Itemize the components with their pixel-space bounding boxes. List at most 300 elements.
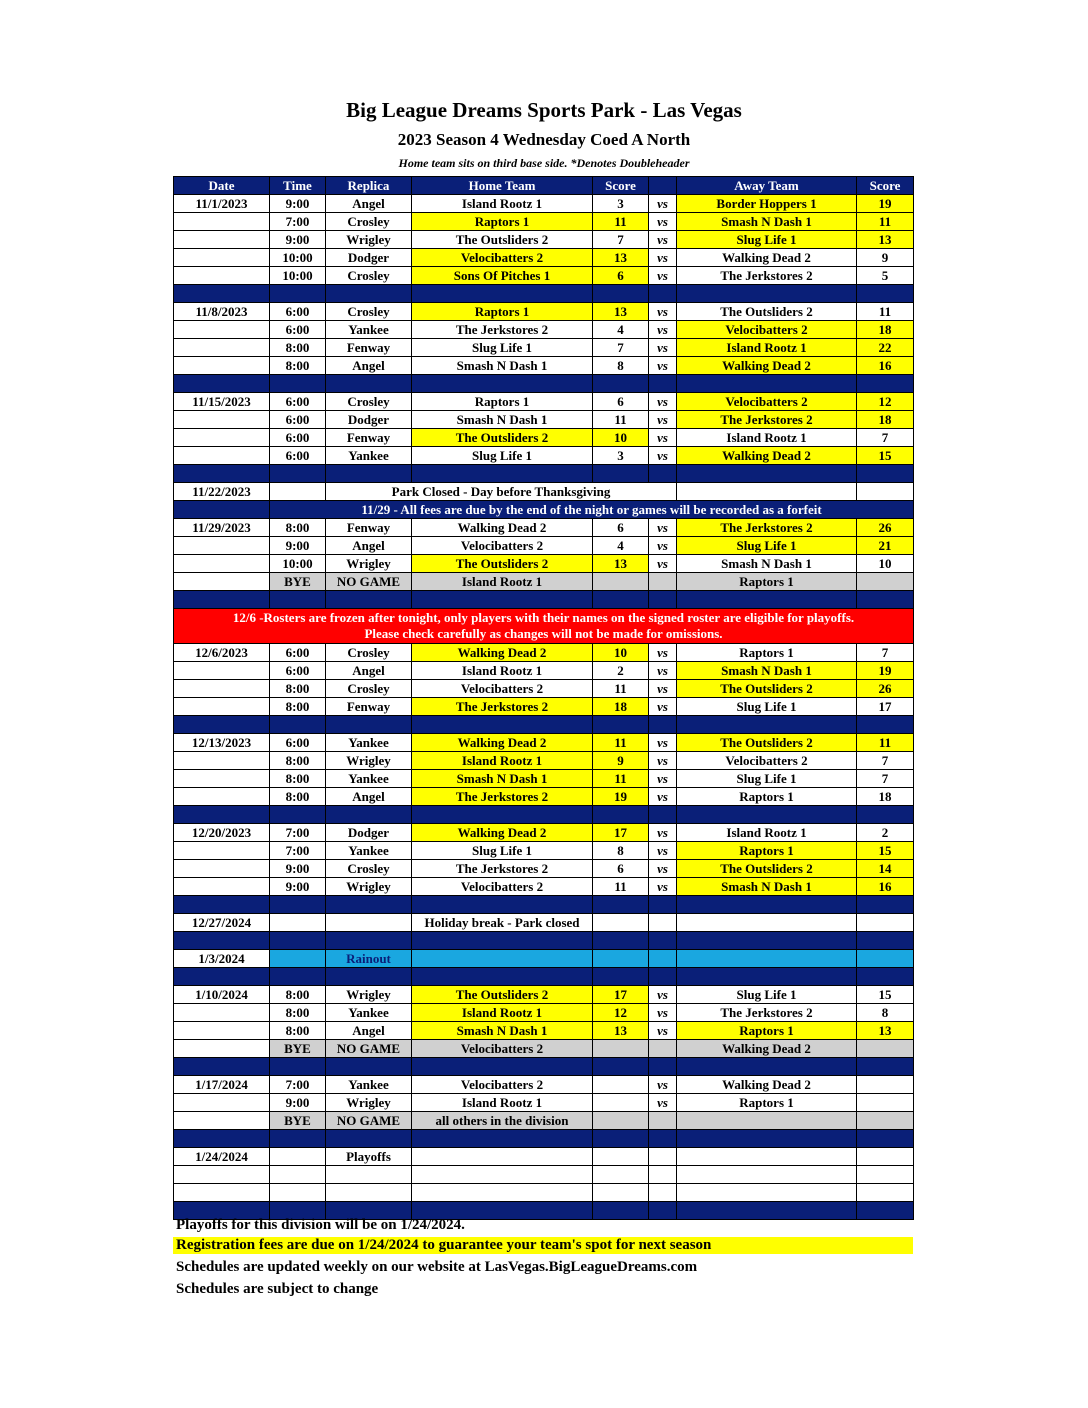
home-score-cell: 6 (593, 519, 649, 537)
separator-cell (270, 285, 326, 303)
separator-cell (857, 1130, 914, 1148)
game-row (174, 555, 914, 573)
separator-cell (174, 932, 270, 950)
away-team-cell: Island Rootz 1 (677, 429, 857, 447)
separator-cell (412, 465, 593, 483)
vs-cell: vs (649, 555, 677, 573)
separator-cell (270, 968, 326, 986)
game-row (174, 1022, 914, 1040)
time-cell: 9:00 (270, 537, 326, 555)
replica-cell: Angel (326, 662, 412, 680)
time-cell: 6:00 (270, 303, 326, 321)
away-score-cell: 18 (857, 788, 914, 806)
game-row (174, 411, 914, 429)
date-cell (174, 339, 270, 357)
home-score-cell: 3 (593, 447, 649, 465)
home-score-cell: 10 (593, 644, 649, 662)
separator-row (174, 465, 914, 483)
away-team-cell: The Outsliders 2 (677, 734, 857, 752)
replica-cell: Yankee (326, 447, 412, 465)
separator-cell (412, 375, 593, 393)
col-header-away-team: Away Team (677, 177, 857, 195)
separator-cell (270, 896, 326, 914)
away-team-cell: Walking Dead 2 (677, 447, 857, 465)
date-cell (174, 1094, 270, 1112)
date-cell: 1/3/2024 (174, 950, 270, 968)
vs-cell: vs (649, 303, 677, 321)
replica-cell: Dodger (326, 249, 412, 267)
away-team-cell: Smash N Dash 1 (677, 662, 857, 680)
separator-cell (593, 1202, 649, 1220)
time-cell (270, 483, 326, 501)
date-cell (174, 698, 270, 716)
separator-cell (326, 465, 412, 483)
separator-cell (857, 375, 914, 393)
away-score-cell (857, 1148, 914, 1166)
away-team-cell: Raptors 1 (677, 842, 857, 860)
separator-cell (649, 591, 677, 609)
replica-cell: Wrigley (326, 878, 412, 896)
replica-cell: Wrigley (326, 986, 412, 1004)
separator-cell (270, 716, 326, 734)
away-score-cell: 7 (857, 752, 914, 770)
home-team-cell: Walking Dead 2 (412, 734, 593, 752)
date-cell (174, 1112, 270, 1130)
separator-cell (593, 1058, 649, 1076)
away-team-cell: Smash N Dash 1 (677, 213, 857, 231)
away-score-cell (857, 573, 914, 591)
time-cell: 8:00 (270, 698, 326, 716)
col-header-home-score: Score (593, 177, 649, 195)
home-team-cell: Velocibatters 2 (412, 1040, 593, 1058)
separator-cell (326, 285, 412, 303)
vs-cell: vs (649, 339, 677, 357)
separator-cell (677, 1130, 857, 1148)
replica-cell: Crosley (326, 303, 412, 321)
away-team-cell: Smash N Dash 1 (677, 555, 857, 573)
separator-row (174, 716, 914, 734)
home-score-cell (593, 1040, 649, 1058)
away-team-cell (677, 1148, 857, 1166)
game-row (174, 303, 914, 321)
bye-row (174, 1112, 914, 1130)
time-cell (270, 1148, 326, 1166)
home-score-cell: 6 (593, 267, 649, 285)
rainout-cell (412, 950, 593, 968)
fee-notice-row (174, 501, 914, 519)
away-team-cell: Border Hoppers 1 (677, 195, 857, 213)
date-cell: 1/24/2024 (174, 1148, 270, 1166)
away-score-cell: 10 (857, 555, 914, 573)
home-score-cell: 7 (593, 231, 649, 249)
date-cell (174, 231, 270, 249)
home-team-cell: The Jerkstores 2 (412, 860, 593, 878)
vs-cell: vs (649, 734, 677, 752)
home-team-cell: The Jerkstores 2 (412, 788, 593, 806)
home-score-cell (593, 573, 649, 591)
away-score-cell: 14 (857, 860, 914, 878)
page-subtitle: 2023 Season 4 Wednesday Coed A North (397, 130, 691, 149)
separator-cell (270, 375, 326, 393)
vs-cell: vs (649, 842, 677, 860)
date-cell (174, 249, 270, 267)
home-score-cell (593, 1148, 649, 1166)
time-cell: 7:00 (270, 1076, 326, 1094)
home-team-cell: Island Rootz 1 (412, 1094, 593, 1112)
date-cell (174, 788, 270, 806)
time-cell: 6:00 (270, 429, 326, 447)
separator-cell (326, 1130, 412, 1148)
vs-cell: vs (649, 447, 677, 465)
vs-cell: vs (649, 1094, 677, 1112)
separator-cell (857, 285, 914, 303)
game-row (174, 537, 914, 555)
date-cell (174, 1004, 270, 1022)
away-score-cell: 7 (857, 429, 914, 447)
vs-cell: vs (649, 824, 677, 842)
game-row (174, 752, 914, 770)
home-score-cell: 13 (593, 303, 649, 321)
replica-cell: Crosley (326, 213, 412, 231)
vs-cell: vs (649, 213, 677, 231)
vs-cell: vs (649, 788, 677, 806)
home-team-cell (412, 1184, 593, 1202)
date-cell (174, 501, 270, 519)
replica-cell (326, 1166, 412, 1184)
away-team-cell: Velocibatters 2 (677, 393, 857, 411)
vs-cell: vs (649, 662, 677, 680)
separator-cell (857, 968, 914, 986)
separator-cell (174, 806, 270, 824)
separator-cell (412, 806, 593, 824)
game-row (174, 321, 914, 339)
away-score-cell: 21 (857, 537, 914, 555)
separator-cell (593, 1130, 649, 1148)
separator-cell (677, 716, 857, 734)
replica-cell: Yankee (326, 321, 412, 339)
home-score-cell: 6 (593, 393, 649, 411)
separator-cell (677, 932, 857, 950)
home-team-cell: The Outsliders 2 (412, 986, 593, 1004)
separator-cell (270, 465, 326, 483)
replica-cell: Crosley (326, 680, 412, 698)
separator-cell (326, 932, 412, 950)
time-cell: 8:00 (270, 680, 326, 698)
replica-cell: Yankee (326, 1076, 412, 1094)
vs-cell: vs (649, 231, 677, 249)
separator-cell (677, 806, 857, 824)
vs-cell (649, 1112, 677, 1130)
home-team-cell: The Jerkstores 2 (412, 321, 593, 339)
date-cell (174, 1166, 270, 1184)
separator-cell (174, 591, 270, 609)
away-score-cell: 13 (857, 231, 914, 249)
away-team-cell: The Outsliders 2 (677, 303, 857, 321)
replica-cell: Wrigley (326, 231, 412, 249)
date-cell (174, 878, 270, 896)
time-cell: 6:00 (270, 447, 326, 465)
separator-cell (649, 806, 677, 824)
away-score-cell (857, 1184, 914, 1202)
date-cell: 11/15/2023 (174, 393, 270, 411)
game-row (174, 249, 914, 267)
home-team-cell: Walking Dead 2 (412, 519, 593, 537)
fee-notice: 11/29 - All fees are due by the end of the night or games will be recorded as a forfeit (270, 501, 914, 519)
table-header-row (174, 177, 914, 195)
separator-cell (649, 465, 677, 483)
date-cell: 1/10/2024 (174, 986, 270, 1004)
game-row (174, 644, 914, 662)
home-team-cell: Slug Life 1 (412, 447, 593, 465)
date-cell: 11/29/2023 (174, 519, 270, 537)
schedule-table (173, 176, 914, 1220)
separator-cell (677, 285, 857, 303)
time-cell: 8:00 (270, 1022, 326, 1040)
separator-cell (174, 465, 270, 483)
rainout-cell (649, 950, 677, 968)
separator-cell (857, 1202, 914, 1220)
home-team-cell: Velocibatters 2 (412, 680, 593, 698)
replica-cell: Fenway (326, 519, 412, 537)
time-cell: 10:00 (270, 249, 326, 267)
separator-cell (649, 896, 677, 914)
home-score-cell: 3 (593, 195, 649, 213)
vs-cell: vs (649, 195, 677, 213)
home-score-cell: 2 (593, 662, 649, 680)
away-team-cell: Walking Dead 2 (677, 1040, 857, 1058)
home-score-cell: 11 (593, 878, 649, 896)
date-cell (174, 429, 270, 447)
home-score-cell (593, 1184, 649, 1202)
separator-cell (174, 968, 270, 986)
game-row (174, 824, 914, 842)
home-team-cell: Smash N Dash 1 (412, 1022, 593, 1040)
time-cell: 9:00 (270, 1094, 326, 1112)
vs-cell (649, 573, 677, 591)
date-cell: 12/27/2024 (174, 914, 270, 932)
replica-cell: NO GAME (326, 1112, 412, 1130)
separator-cell (857, 465, 914, 483)
vs-cell: vs (649, 411, 677, 429)
separator-cell (174, 375, 270, 393)
date-cell: 12/20/2023 (174, 824, 270, 842)
date-cell (174, 860, 270, 878)
home-score-cell: 19 (593, 788, 649, 806)
time-cell: 7:00 (270, 842, 326, 860)
vs-cell (649, 1166, 677, 1184)
separator-cell (412, 716, 593, 734)
replica-cell: Angel (326, 1022, 412, 1040)
separator-row (174, 1058, 914, 1076)
time-cell: 6:00 (270, 734, 326, 752)
separator-cell (412, 591, 593, 609)
away-team-cell: The Jerkstores 2 (677, 519, 857, 537)
separator-cell (326, 1058, 412, 1076)
away-score-cell: 15 (857, 842, 914, 860)
separator-cell (593, 465, 649, 483)
replica-cell (326, 914, 412, 932)
date-cell (174, 213, 270, 231)
home-team-cell: The Jerkstores 2 (412, 698, 593, 716)
separator-cell (174, 716, 270, 734)
home-team-cell: The Outsliders 2 (412, 555, 593, 573)
home-team-cell: Velocibatters 2 (412, 537, 593, 555)
away-score-cell: 18 (857, 411, 914, 429)
vs-cell: vs (649, 537, 677, 555)
separator-cell (649, 285, 677, 303)
date-cell (174, 662, 270, 680)
separator-row (174, 1130, 914, 1148)
separator-cell (857, 716, 914, 734)
separator-cell (593, 716, 649, 734)
away-team-cell: Island Rootz 1 (677, 824, 857, 842)
date-cell: 12/13/2023 (174, 734, 270, 752)
footer-change-note: Schedules are subject to change (176, 1281, 379, 1297)
vs-cell: vs (649, 1022, 677, 1040)
home-team-cell: Raptors 1 (412, 213, 593, 231)
away-score-cell (857, 1094, 914, 1112)
away-team-cell: Raptors 1 (677, 1094, 857, 1112)
away-team-cell: The Jerkstores 2 (677, 267, 857, 285)
game-row (174, 1148, 914, 1166)
replica-cell: Playoffs (326, 1148, 412, 1166)
time-cell: 10:00 (270, 555, 326, 573)
park-closed-row (174, 483, 914, 501)
time-cell: 7:00 (270, 213, 326, 231)
game-row (174, 447, 914, 465)
away-score-cell: 17 (857, 698, 914, 716)
header-note: Home team sits on third base side. *Denotes Doubleheader (398, 156, 690, 170)
away-team-cell: Slug Life 1 (677, 986, 857, 1004)
separator-cell (326, 806, 412, 824)
separator-cell (270, 806, 326, 824)
game-row (174, 393, 914, 411)
game-row (174, 195, 914, 213)
separator-row (174, 375, 914, 393)
date-cell (174, 752, 270, 770)
game-row (174, 1094, 914, 1112)
home-team-cell: Slug Life 1 (412, 842, 593, 860)
footer-playoffs-note: Playoffs for this division will be on 1/24/2024. (176, 1217, 465, 1233)
home-team-cell: Island Rootz 1 (412, 573, 593, 591)
home-score-cell: 10 (593, 429, 649, 447)
replica-cell: Crosley (326, 860, 412, 878)
home-score-cell: 12 (593, 1004, 649, 1022)
vs-cell: vs (649, 357, 677, 375)
replica-cell: Yankee (326, 842, 412, 860)
col-header-away-score: Score (857, 177, 914, 195)
time-cell: BYE (270, 1040, 326, 1058)
home-score-cell (593, 1112, 649, 1130)
vs-cell (649, 1148, 677, 1166)
replica-cell: Crosley (326, 393, 412, 411)
date-cell (174, 842, 270, 860)
away-team-cell: Raptors 1 (677, 644, 857, 662)
separator-row (174, 932, 914, 950)
closed-message: Park Closed - Day before Thanksgiving (326, 483, 677, 501)
away-score-cell (857, 1040, 914, 1058)
away-team-cell: Slug Life 1 (677, 537, 857, 555)
time-cell: 7:00 (270, 824, 326, 842)
separator-cell (326, 896, 412, 914)
away-score-cell (857, 1076, 914, 1094)
home-score-cell: 6 (593, 860, 649, 878)
away-team-cell: The Jerkstores 2 (677, 1004, 857, 1022)
away-score-cell: 15 (857, 447, 914, 465)
away-score-cell: 9 (857, 249, 914, 267)
away-team-cell: Slug Life 1 (677, 698, 857, 716)
home-score-cell: 11 (593, 680, 649, 698)
home-team-cell: Sons Of Pitches 1 (412, 267, 593, 285)
time-cell: 6:00 (270, 393, 326, 411)
separator-cell (649, 968, 677, 986)
away-score-cell: 11 (857, 303, 914, 321)
away-score-cell (857, 483, 914, 501)
date-cell: 12/6/2023 (174, 644, 270, 662)
date-cell (174, 447, 270, 465)
date-cell: 11/8/2023 (174, 303, 270, 321)
time-cell: 8:00 (270, 752, 326, 770)
away-team-cell: The Outsliders 2 (677, 680, 857, 698)
separator-cell (677, 1058, 857, 1076)
separator-row (174, 968, 914, 986)
time-cell: 8:00 (270, 788, 326, 806)
rainout-label: Rainout (326, 950, 412, 968)
away-score-cell: 19 (857, 662, 914, 680)
game-row (174, 231, 914, 249)
home-team-cell: Velocibatters 2 (412, 249, 593, 267)
home-team-cell: The Outsliders 2 (412, 429, 593, 447)
away-score-cell: 11 (857, 213, 914, 231)
game-row (174, 339, 914, 357)
separator-cell (677, 896, 857, 914)
time-cell: 6:00 (270, 644, 326, 662)
vs-cell: vs (649, 1076, 677, 1094)
separator-cell (174, 1058, 270, 1076)
away-team-cell: Walking Dead 2 (677, 249, 857, 267)
time-cell: 8:00 (270, 357, 326, 375)
home-team-cell: The Outsliders 2 (412, 231, 593, 249)
separator-row (174, 591, 914, 609)
home-team-cell: Slug Life 1 (412, 339, 593, 357)
game-row (174, 357, 914, 375)
home-score-cell: 11 (593, 411, 649, 429)
game-row (174, 842, 914, 860)
away-score-cell (857, 914, 914, 932)
time-cell: 8:00 (270, 339, 326, 357)
home-score-cell: 4 (593, 537, 649, 555)
separator-cell (326, 716, 412, 734)
away-team-cell: Slug Life 1 (677, 770, 857, 788)
vs-cell: vs (649, 519, 677, 537)
col-header-time: Time (270, 177, 326, 195)
away-team-cell: Walking Dead 2 (677, 1076, 857, 1094)
away-team-cell: Smash N Dash 1 (677, 878, 857, 896)
separator-row (174, 285, 914, 303)
replica-cell: Wrigley (326, 752, 412, 770)
date-cell (174, 1022, 270, 1040)
game-row (174, 429, 914, 447)
replica-cell: Crosley (326, 267, 412, 285)
separator-cell (677, 1202, 857, 1220)
separator-cell (857, 806, 914, 824)
vs-cell: vs (649, 752, 677, 770)
time-cell: BYE (270, 1112, 326, 1130)
away-score-cell: 26 (857, 519, 914, 537)
separator-cell (270, 1058, 326, 1076)
replica-cell (326, 1184, 412, 1202)
time-cell: 8:00 (270, 519, 326, 537)
